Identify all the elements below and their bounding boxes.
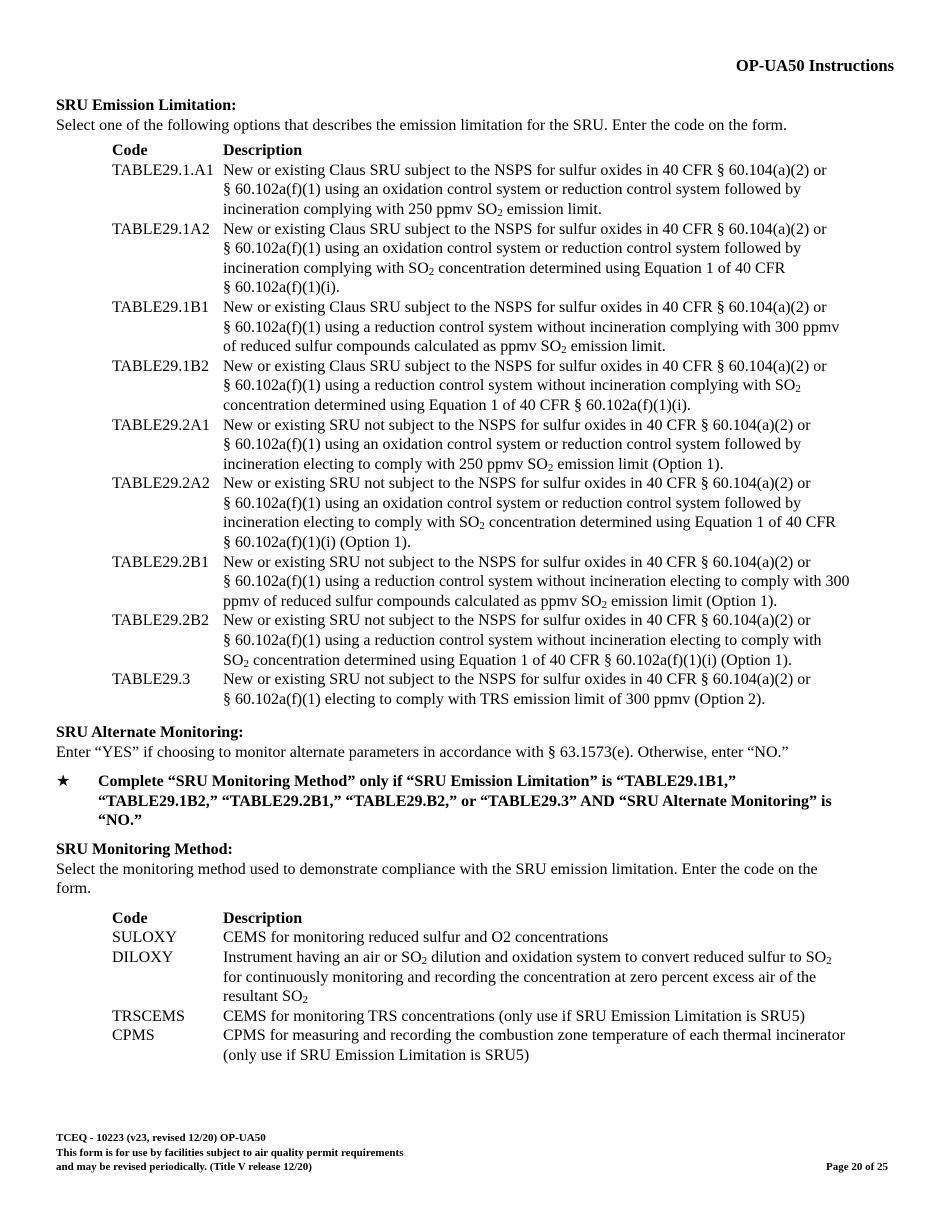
row-description: Instrument having an air or $SO_2$ dilution and oxidation system to convert reduced sulfur to $SO_2$ for continuously monitoring and recording the concentration at zero percent excess air of the resultant $SO_2$	[223, 948, 832, 1007]
row-code: TABLE29.3	[112, 671, 191, 689]
row-description: CEMS for monitoring TRS concentrations (only use if SRU Emission Limitation is SRU5)	[223, 1007, 805, 1025]
row-description: CPMS for measuring and recording the combustion zone temperature of each thermal incinerator (only use if SRU Emission Limitation is SRU5)	[223, 1027, 846, 1064]
section-intro: Select one of the following options that describes the emission limitation for the SRU. Enter the code on the form.	[56, 116, 787, 134]
row-description: New or existing SRU not subject to the NSPS for sulfur oxides in 40 CFR § 60.104(a)(2) or § 60.102a(f)(1) using an oxidation control system or reduction control system followed by incineration electing to comply with 250 ppmv $SO_2$ emission limit (Option 1).	[223, 416, 811, 474]
table-row	[112, 298, 894, 357]
row-code: TABLE29.2A1	[112, 416, 210, 434]
emission-limitation-section	[56, 96, 894, 709]
section-intro: Select the monitoring method used to demonstrate compliance with the SRU emission limitation. Enter the code on the form.	[56, 860, 818, 898]
description-column-header: Description	[223, 142, 303, 160]
row-description: New or existing SRU not subject to the NSPS for sulfur oxides in 40 CFR § 60.104(a)(2) or § 60.102a(f)(1) using a reduction control system without incineration electing to comply with 300 ppmv of reduced sulfur compounds calculated as ppmv $SO_2$ emission limit (Option 1).	[223, 553, 850, 611]
section-title: SRU Alternate Monitoring:	[56, 724, 244, 741]
row-code: TRSCEMS	[112, 1007, 185, 1025]
section-title: SRU Emission Limitation:	[56, 97, 237, 114]
row-description: CEMS for monitoring reduced sulfur and O2 concentrations	[223, 929, 609, 947]
row-code: TABLE29.1.A1	[112, 161, 214, 179]
monitoring-code-table	[112, 909, 894, 1066]
table-row	[112, 357, 894, 416]
section-title: SRU Monitoring Method:	[56, 841, 233, 858]
row-code: DILOXY	[112, 948, 174, 966]
table-row	[112, 1026, 894, 1065]
row-code: TABLE29.2B1	[112, 553, 209, 571]
code-column-header: Code	[112, 909, 148, 927]
code-column-header: Code	[112, 142, 148, 160]
monitoring-method-section	[56, 840, 894, 1066]
table-header	[112, 909, 894, 929]
table-row	[112, 220, 894, 298]
alternate-monitoring-section	[56, 723, 894, 762]
page-number: Page 20 of 25	[825, 1161, 888, 1173]
table-row	[112, 670, 894, 709]
row-code: TABLE29.2A2	[112, 475, 210, 493]
row-description: New or existing SRU not subject to the NSPS for sulfur oxides in 40 CFR § 60.104(a)(2) or § 60.102a(f)(1) using an oxidation control system or reduction control system followed by incineration electing to comply with $SO_2$ concentration determined using Equation 1 of 40 CFR § 60.102a(f)(1)(i) (Option 1).	[223, 475, 836, 552]
page-header-title: OP-UA50 Instructions	[735, 56, 894, 75]
footer-revision-note: and may be revised periodically. (Title V release 12/20)	[56, 1161, 312, 1173]
table-row	[112, 928, 894, 948]
row-description: New or existing SRU not subject to the NSPS for sulfur oxides in 40 CFR § 60.104(a)(2) or § 60.102a(f)(1) electing to comply with TRS emission limit of 300 ppmv (Option 2).	[223, 671, 811, 708]
row-code: TABLE29.1B1	[112, 298, 209, 316]
footer-usage-note: This form is for use by facilities subject to air quality permit requirements	[56, 1146, 404, 1159]
row-description: New or existing Claus SRU subject to the NSPS for sulfur oxides in 40 CFR § 60.104(a)(2) or § 60.102a(f)(1) using a reduction control system without incineration complying with $SO_2$ concentration determined using Equation 1 of 40 CFR § 60.102a(f)(1)(i).	[223, 357, 827, 414]
note-text: Complete “SRU Monitoring Method” only if “SRU Emission Limitation” is “TABLE29.1B1,” “TABLE29.1B2,” “TABLE29.2B1,” “TABLE29.B2,” or “TABLE29.3” AND “SRU Alternate Monitoring” is “NO.”	[98, 773, 832, 830]
row-description: New or existing Claus SRU subject to the NSPS for sulfur oxides in 40 CFR § 60.104(a)(2) or § 60.102a(f)(1) using an oxidation control system or reduction control system followed by incineration complying with $SO_2$ concentration determined using Equation 1 of 40 CFR § 60.102a(f)(1)(i).	[223, 220, 827, 297]
table-row	[112, 1007, 894, 1027]
table-row	[112, 474, 894, 552]
section-text: Enter “YES” if choosing to monitor alternate parameters in accordance with § 63.1573(e). Otherwise, enter “NO.”	[56, 743, 789, 761]
table-row	[112, 161, 894, 220]
row-code: TABLE29.1B2	[112, 357, 209, 375]
row-code: TABLE29.2B2	[112, 612, 209, 630]
footer-form-id: TCEQ - 10223 (v23, revised 12/20) OP-UA50	[56, 1132, 266, 1144]
row-code: TABLE29.1A2	[112, 220, 210, 238]
row-description: New or existing Claus SRU subject to the NSPS for sulfur oxides in 40 CFR § 60.104(a)(2) or § 60.102a(f)(1) using a reduction control system without incineration complying with 300 ppmv of reduced sulfur compounds calculated as ppmv $SO_2$ emission limit.	[223, 298, 840, 357]
table-row	[112, 948, 894, 1007]
row-description: New or existing Claus SRU subject to the NSPS for sulfur oxides in 40 CFR § 60.104(a)(2) or § 60.102a(f)(1) using an oxidation control system or reduction control system followed by incineration complying with 250 ppmv $SO_2$ emission limit.	[223, 161, 827, 219]
instruction-note	[56, 772, 894, 831]
emission-code-table	[112, 141, 894, 709]
table-row	[112, 416, 894, 475]
page-footer	[56, 1131, 888, 1175]
row-code: SULOXY	[112, 929, 177, 947]
description-column-header: Description	[223, 909, 303, 927]
row-code: CPMS	[112, 1027, 155, 1045]
table-row	[112, 553, 894, 612]
star-icon: ★	[56, 773, 71, 790]
table-header	[112, 141, 894, 161]
row-description: New or existing SRU not subject to the NSPS for sulfur oxides in 40 CFR § 60.104(a)(2) or § 60.102a(f)(1) using a reduction control system without incineration electing to comply with $SO_2$ concentration determined using Equation 1 of 40 CFR § 60.102a(f)(1)(i) (Option 1).	[223, 612, 822, 670]
table-row	[112, 611, 894, 670]
